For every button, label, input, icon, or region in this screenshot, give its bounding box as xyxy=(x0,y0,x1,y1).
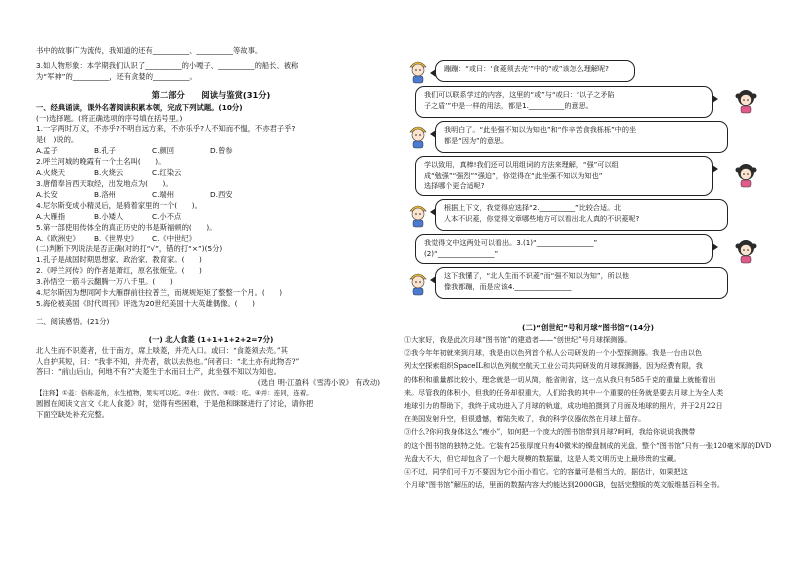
girl-avatar-icon xyxy=(734,160,758,188)
question-1-cont: 是( )说的。 xyxy=(36,135,79,145)
question-4: 4.尼尔斯变成小精灵后，是骑着家里的一个( )。 xyxy=(36,200,202,210)
intro-line: 书中的故事广为流传，我知道的还有__________、__________等故事。 xyxy=(36,46,263,55)
judge-item: 2.《呼兰河传》的作者是萧红，原名张娅莹。( ) xyxy=(36,266,202,276)
question-2: 2.呼兰河城的晚霞有一个土名叫( )。 xyxy=(36,157,166,167)
intro-line: 为“军神”的__________，还有贪婪的__________。 xyxy=(36,71,197,81)
dialogue-bubble xyxy=(415,86,713,118)
story-line: 人自护其短，曰：“我非不知，并壳者，欲以去热也。”问者曰：“北土亦有此物否?” xyxy=(36,356,300,366)
judge-item: 1.孔子是战国时期思想家、政治家、教育家。( ) xyxy=(36,255,202,265)
option: B.洛州 xyxy=(94,189,116,199)
judge-item: 3.孙悟空一筋斗云翻腾一万八千里。( ) xyxy=(36,277,173,287)
dialogue-text: 这下我懂了，“北人生而不识菱”而“强不知以为知”，所以他 xyxy=(444,271,629,280)
boy-avatar-icon xyxy=(406,268,430,296)
task-line: 下面空缺处补充完整。 xyxy=(36,409,109,419)
dialogue-text: 成“勉强”“强烈”“强迫”，你觉得在“此坐强不知以为知也” xyxy=(424,170,603,180)
story-source: (选自 明·江盈科《雪涛小说》 有改动) xyxy=(257,378,380,388)
story-note: 【注释】①菱：俗称菱角，水生植物，果实可以吃。②仕：做官。③啖：吃。④并：连同，连着。 xyxy=(36,389,313,398)
passage-line: 光盘大不大，但它却包含了一个超大规模的数据量，这是人类文明历史上最珍贵的宝藏。 xyxy=(404,453,681,463)
dialogue-text: 蹦蹦：“或曰：‘食菱须去壳’”中的“或”该怎么理解呢? xyxy=(444,64,609,73)
question-5: 5.第一部使用传体全的真正历史的书是斯福顿的( )。 xyxy=(36,222,217,232)
option: A.火烧天 xyxy=(36,168,66,178)
choice-heading: (一)选择题。(将正确选项的序号填在括号里。) xyxy=(36,113,183,123)
option: C.小不点 xyxy=(152,211,182,221)
dialogue-bubble xyxy=(435,199,728,231)
passage-line: 来。尽管我的体积小，但我的任务却很重大，人们给我的其中一个重要的任务就是要去月球上为全人类 xyxy=(404,387,724,397)
question-3: 3.唐僧奉旨西天取经，出发地点为( )。 xyxy=(36,178,173,188)
dialogue-text: 人本不识菱，你觉得文章哪些地方可以看出北人真的不识菱呢? xyxy=(444,213,640,223)
passage-line: ②我今年年初就来到月球，我是由以色列首个私人公司研发的一个小型探测器。我是一台由以色 xyxy=(404,348,702,358)
bubble-tail xyxy=(712,95,718,103)
part2-title: 第二部分 阅读与鉴赏(31分) xyxy=(151,89,271,100)
option: A.《欧洲史》 xyxy=(36,233,80,243)
q2-options xyxy=(36,168,386,179)
dialogue-bubble xyxy=(435,60,635,82)
option: C.《中世纪》 xyxy=(152,233,196,243)
intro-line: 3.如人物形象：本学期我们认识了__________的小嘎子、__________的船长、被称 xyxy=(36,60,299,70)
dialogue-text: 我们可以联系学过的内容，这里的“或”与“或曰：‘以子之矛陷 xyxy=(424,90,615,99)
option: C.端州 xyxy=(152,189,175,199)
option: A.大雁指 xyxy=(36,211,66,221)
dialogue-bubble xyxy=(415,234,713,264)
section2-title: 二、阅读感悟。(21分) xyxy=(36,316,110,326)
passage-line: ③什么?你问我身体这么“瘦小”，如何把一个庞大的图书馆带到月球?呵呵，我给你说说我携带 xyxy=(404,427,696,437)
passage-body xyxy=(404,333,774,491)
passage-line: 的体积和重量都比较小，理念就是一切从简，能省则省，这一点从我只有585千克的重量上就能看出 xyxy=(404,374,716,384)
dialogue-text: 选择哪个更合适呢? xyxy=(424,181,485,191)
girl-avatar-icon xyxy=(734,236,758,264)
boy-avatar-icon xyxy=(406,121,430,149)
bubble-tail xyxy=(712,165,718,173)
option: B.《世界史》 xyxy=(94,233,138,243)
boy-avatar-icon xyxy=(406,56,430,84)
dialogue-bubble xyxy=(415,156,713,196)
passage-line: 在美国发射升空，但很遗憾，着陆失败了，我的科学仪器依然在月球上留存。 xyxy=(404,414,646,424)
left-column xyxy=(36,46,386,421)
dialogue-text: 子之盾’”中是一样的用法，都是1.__________的意思。 xyxy=(424,100,593,110)
bubble-tail xyxy=(430,69,436,77)
story-line: 答曰：“前山后山，何地不有?”夫菱生于水而曰土产，此坐强不知以为知也。 xyxy=(36,367,281,377)
passage-line: 个月球“图书馆”解压的话，里面的数据内容大约能达到2000GB，包括完整版的英文版维基百科全书。 xyxy=(404,480,724,490)
dialogue-text: 我明白了。“此坐强不知以为知也”和“作辛苦食我栎栎”中的坐 xyxy=(444,125,637,134)
girl-avatar-icon xyxy=(734,86,758,114)
option: B.火烧云 xyxy=(94,168,124,178)
story-line: 北人生而不识菱者，仕于南方，席上啖菱，并壳入口。或曰：“食菱须去壳。”其 xyxy=(36,345,288,355)
q4-options xyxy=(36,212,386,223)
passage-line: ①大家好，我是此次月球“图书馆”的建造者——“创世纪”号月球探测器。 xyxy=(404,335,632,344)
bubble-tail xyxy=(712,243,718,251)
task-line: 圆圆在阅读文言文《北人食菱》时，觉得有些困难，于是他和眯眯进行了讨论，请你把 xyxy=(36,398,314,408)
passage-line: 的这个图书馆的独特之处。它装有25张厚度只有40微米的镍盘制成的光盘，整个“图书馆”只有一张120毫米厚的DVD xyxy=(404,440,772,450)
passage-line: ④不过，同学们可千万不要因为它小而小看它。它的容量可是相当大的，据估计，如果把这 xyxy=(404,467,688,477)
option: B.小矮人 xyxy=(94,211,124,221)
section1-title: 一、经典诵读，课外名著阅读积累本领，完成下列试题。(10分) xyxy=(36,102,243,112)
bubble-tail xyxy=(430,130,436,138)
option: D.西安 xyxy=(210,189,233,199)
dialogue-bubble xyxy=(435,121,728,153)
dialogue-text: 像我都蹦，而是应该4.________________ xyxy=(444,281,572,291)
dialogue-text: (2)“________________” xyxy=(424,248,499,258)
dialogue-bubble xyxy=(435,267,728,299)
bubble-tail xyxy=(430,208,436,216)
question-1: 1.一字两时万义，不亦乎?不明自远方来，不亦乐乎?人不知而不愠，不亦君子乎? xyxy=(36,124,296,134)
q3-options xyxy=(36,190,386,201)
option: B.孔子 xyxy=(94,146,116,156)
dialogue-text: 我觉得文中这两处可以看出。3.(1)“________________” xyxy=(424,238,598,247)
dialogue-text: 学以致用，真棒!我们还可以用组词的方法来理解，“强”可以组 xyxy=(424,160,619,169)
bubble-tail xyxy=(430,276,436,284)
option: A.孟子 xyxy=(36,146,58,156)
q1-options xyxy=(36,146,386,157)
option: C.红染云 xyxy=(152,168,182,178)
option: C.颜回 xyxy=(152,146,175,156)
dialogue-text: 都是“因为”的意思。 xyxy=(444,135,509,145)
judge-item: 5.海伦被美国《时代周刊》评选为20世纪美国十大英雄偶像。( ) xyxy=(36,298,255,308)
dialogue-text: 根据上下文，我觉得应选择“2.__________”比较合适。北 xyxy=(444,203,622,212)
judge-heading: (二)判断下列说法是否正确(对的打“√”，错的打“×”)(5分) xyxy=(36,244,223,254)
boy-avatar-icon xyxy=(406,200,430,228)
q5-options xyxy=(36,234,386,245)
passage-line: 地球引力的帮助下，我终于成功进入了月球的轨道，成功地拍摄到了月面及地球的照片，并于2月22日 xyxy=(404,401,723,411)
option: A.长安 xyxy=(36,189,58,199)
option: D.曾参 xyxy=(210,146,233,156)
judge-item: 4.尼尔斯因为想同阿卡大雁群前往拉普兰，而规规矩矩了整整一个月。( ) xyxy=(36,288,283,298)
passage-line: 列太空探索组织SpaceIL和以色列航空航天工业公司共同研发的月球探测器，因为经费有限，我 xyxy=(404,361,703,371)
story-title: (一) 北人食菱 (1+1+1+2+2=7分) xyxy=(148,334,274,344)
passage-title: (二)“创世纪”号和月球“图书馆”(14分) xyxy=(522,323,654,332)
